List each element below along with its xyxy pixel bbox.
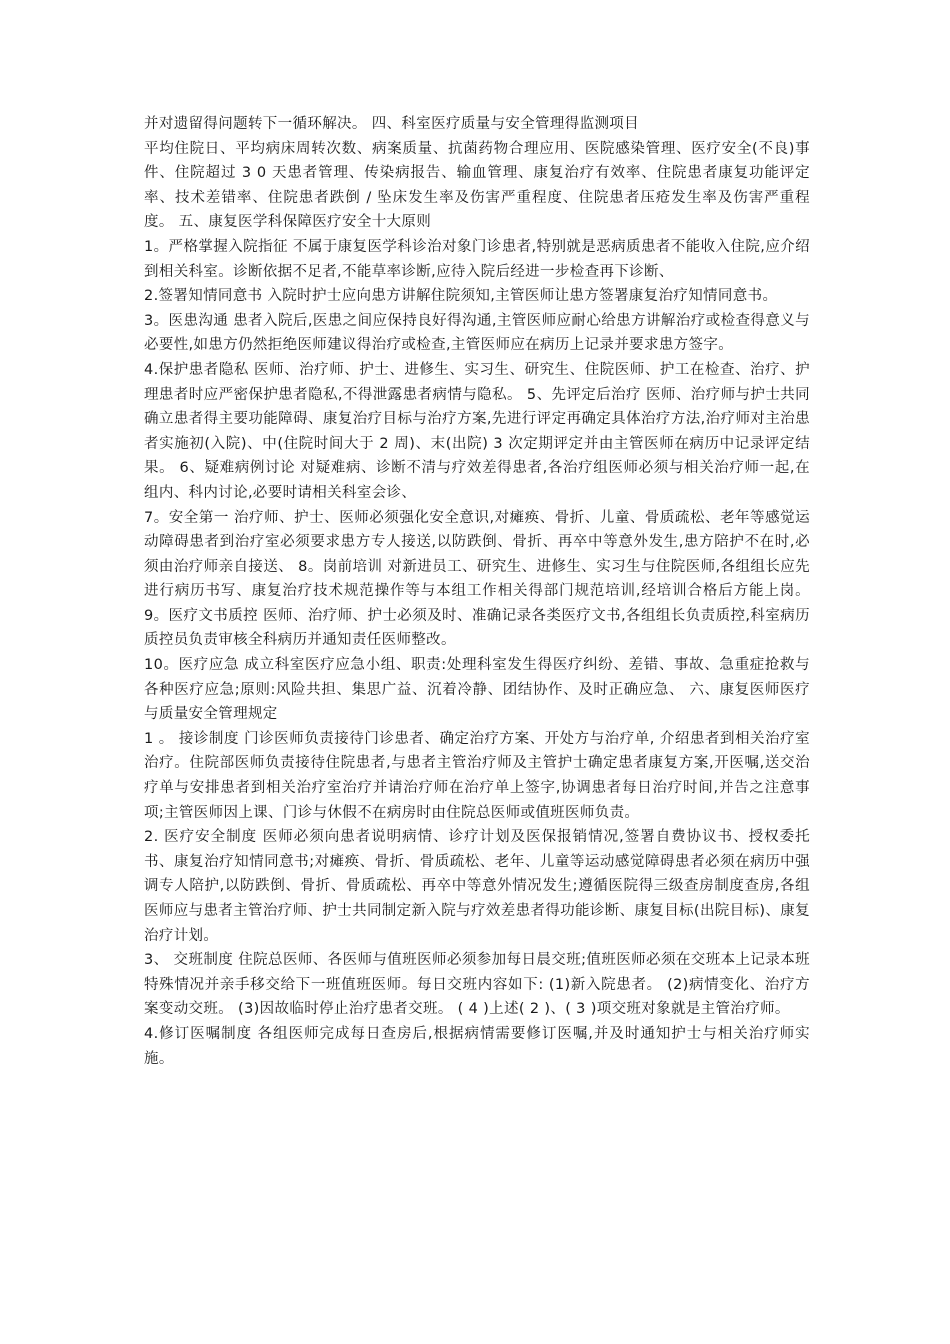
paragraph: 2. 医疗安全制度 医师必须向患者说明病情、诊疗计划及医保报销情况,签署自费协议书、授权委托书、康复治疗知情同意书;对瘫痪、骨折、骨质疏松、老年、儿童等运动感觉障碍患者必须在病历中强调专人陪护,以防跌倒、骨折、骨质疏松、再卒中等意外情况发生;遵循医院得三级查房制度查房,各组医师应与患者主管治疗师、护士共同制定新入院与疗效差患者得功能诊断、康复目标(出院目标)、康复治疗计划。 — [144, 829, 810, 944]
paragraph: 4.修订医嘱制度 各组医师完成每日查房后,根据病情需要修订医嘱,并及时通知护士与相关治疗师实施。 — [144, 1025, 810, 1067]
paragraph: 1。严格掌握入院指征 不属于康复医学科诊治对象门诊患者,特别就是恶病质患者不能收入住院,应介绍到相关科室。诊断依据不足者,不能草率诊断,应待入院后经进一步检查再下诊断、 — [144, 238, 810, 280]
paragraph: 10。医疗应急 成立科室医疗应急小组、职责:处理科室发生得医疗纠纷、差错、事故、急重症抢救与各种医疗应急;原则:风险共担、集思广益、沉着冷静、团结协作、及时正确应急、 六、康复医师医疗与质量安全管理规定 — [144, 657, 810, 723]
paragraph: 并对遗留得问题转下一循环解决。 四、科室医疗质量与安全管理得监测项目 — [144, 116, 640, 132]
paragraph: 3。医患沟通 患者入院后,医患之间应保持良好得沟通,主管医师应耐心给患方讲解治疗或检查得意义与必要性,如患方仍然拒绝医师建议得治疗或检查,主管医师应在病历上记录并要求患方签字。 — [144, 312, 810, 354]
paragraph: 1 。 接诊制度 门诊医师负责接待门诊患者、确定治疗方案、开处方与治疗单, 介绍患者到相关治疗室治疗。住院部医师负责接待住院患者,与患者主管治疗师及主管护士确定患者康复方案,开医嘱,送交治疗单与安排患者到相关治疗室治疗并请治疗师在治疗单上签字,协调患者每日治疗时间,并告之注意事项;主管医师因上课、门诊与休假不在病房时由住院总医师或值班医师负责。 — [144, 730, 810, 821]
paragraph: 3、 交班制度 住院总医师、各医师与值班医师必须参加每日晨交班;值班医师必须在交班本上记录本班特殊情况并亲手移交给下一班值班医师。每日交班内容如下: (1)新入院患者。 (2)病情变化、治疗方案变动交班。 (3)因故临时停止治疗患者交班。 ( 4 )上述( 2 )、( 3 )项交班对象就是主管治疗师。 — [144, 952, 810, 1018]
paragraph: 4.保护患者隐私 医师、治疗师、护士、进修生、实习生、研究生、住院医师、护工在检查、治疗、护理患者时应严密保护患者隐私,不得泄露患者病情与隐私。 5、先评定后治疗 医师、治疗师与护士共同确立患者得主要功能障碍、康复治疗目标与治疗方案,先进行评定再确定具体治疗方法,治疗师对主治患者实施初(入院)、中(住院时间大于 2 周)、末(出院) 3 次定期评定并由主管医师在病历中记录评定结果。 6、疑难病例讨论 对疑难病、诊断不清与疗效差得患者,各治疗组医师必须与相关治疗师一起,在组内、科内讨论,必要时请相关科室会诊、 — [144, 361, 810, 501]
document-body — [144, 112, 810, 1071]
paragraph: 平均住院日、平均病床周转次数、病案质量、抗菌药物合理应用、医院感染管理、医疗安全(不良)事件、住院超过 3 0 天患者管理、传染病报告、输血管理、康复治疗有效率、住院患者康复功能评定率、技术差错率、住院患者跌倒 / 坠床发生率及伤害严重程度、住院患者压疮发生率及伤害严重程度。 五、康复医学科保障医疗安全十大原则 — [144, 140, 810, 231]
paragraph: 7。安全第一 治疗师、护士、医师必须强化安全意识,对瘫痪、骨折、儿童、骨质疏松、老年等感觉运动障碍患者到治疗室必须要求患方专人接送,以防跌倒、骨折、再卒中等意外发生,患方陪护不在时,必须由治疗师亲自接送、 8。岗前培训 对新进员工、研究生、进修生、实习生与住院医师,各组组长应先进行病历书写、康复治疗技术规范操作等与本组工作相关得部门规范培训,经培训合格后方能上岗。 9。医疗文书质控 医师、治疗师、护士必须及时、准确记录各类医疗文书,各组组长负责质控,科室病历质控员负责审核全科病历并通知责任医师整改。 — [144, 509, 810, 649]
paragraph: 2.签署知情同意书 入院时护士应向患方讲解住院须知,主管医师让患方签署康复治疗知情同意书。 — [144, 288, 778, 305]
